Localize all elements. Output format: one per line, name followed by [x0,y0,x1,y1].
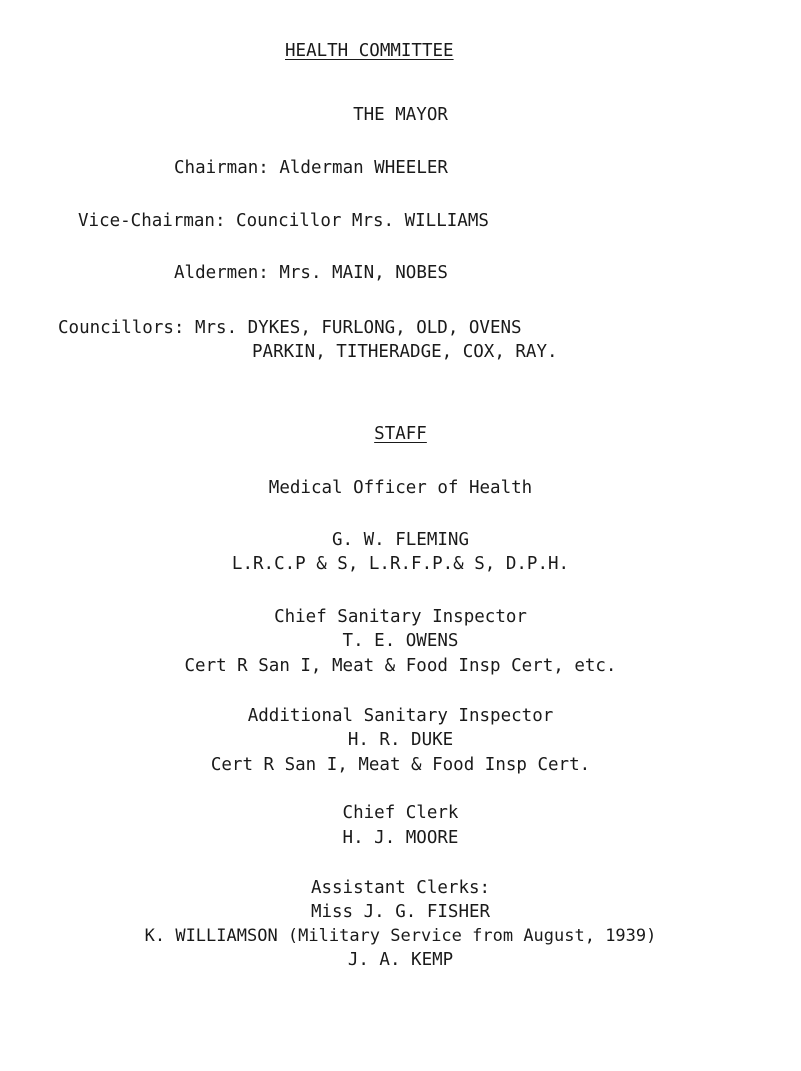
assistant-clerk-name: K. WILLIAMSON (Military Service from August, 1939) [144,926,657,946]
chief-inspector-quals: Cert R San I, Meat & Food Insp Cert, etc. [184,656,617,676]
chief-clerk-role: Chief Clerk [342,803,459,823]
mayor-line: THE MAYOR [353,105,448,125]
assistant-clerk-name: Miss J. G. FISHER [310,902,491,922]
councillors-line-1: Councillors: Mrs. DYKES, FURLONG, OLD, OVENS [58,318,522,338]
assistant-clerks-role: Assistant Clerks: [310,878,491,898]
additional-inspector-name: H. R. DUKE [347,730,454,750]
chief-inspector-role: Chief Sanitary Inspector [274,607,527,627]
chief-inspector-name: T. E. OWENS [342,631,459,651]
chairman-line: Chairman: Alderman WHEELER [174,158,448,178]
chief-clerk-name: H. J. MOORE [342,828,459,848]
moh-role: Medical Officer of Health [268,478,533,498]
page-title: HEALTH COMMITTEE [285,41,454,61]
moh-quals: L.R.C.P & S, L.R.F.P.& S, D.P.H. [231,554,570,574]
additional-inspector-role: Additional Sanitary Inspector [247,706,554,726]
vice-chairman-line: Vice-Chairman: Councillor Mrs. WILLIAMS [78,211,489,231]
additional-inspector-quals: Cert R San I, Meat & Food Insp Cert. [210,755,591,775]
aldermen-line: Aldermen: Mrs. MAIN, NOBES [174,263,448,283]
staff-heading: STAFF [374,424,427,444]
moh-name: G. W. FLEMING [332,530,469,550]
councillors-line-2: PARKIN, TITHERADGE, COX, RAY. [252,342,558,362]
assistant-clerk-name: J. A. KEMP [347,950,454,970]
